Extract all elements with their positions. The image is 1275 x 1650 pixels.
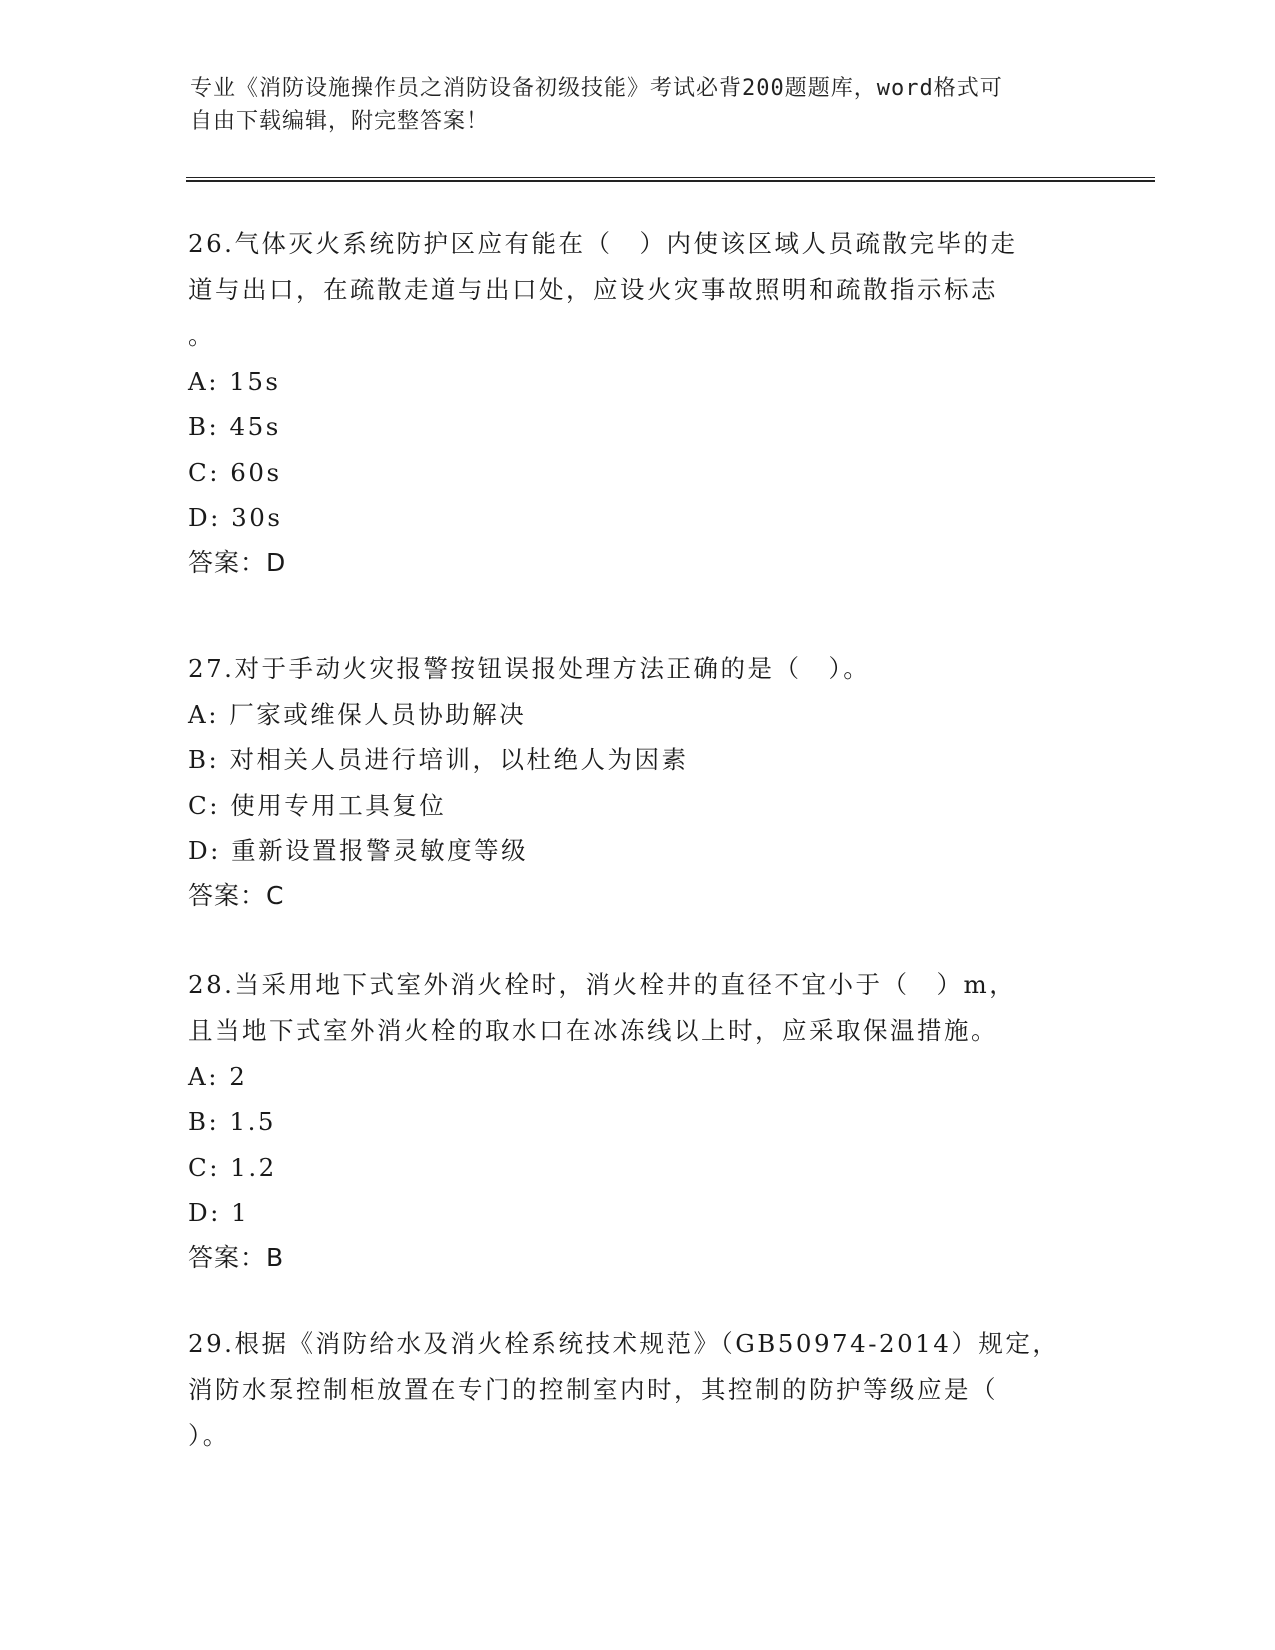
option-b: B: 1.5: [188, 1107, 277, 1137]
question-28: [188, 962, 1088, 1281]
option-c: C: 使用专用工具复位: [188, 790, 447, 820]
option-a: A: 15s: [188, 367, 281, 396]
stem-line: 且当地下式室外消火栓的取水口在冰冻线以上时，应采取保温措施。: [188, 1016, 998, 1045]
answer-label: 答案：: [188, 1243, 267, 1273]
answer-value: B: [266, 1243, 285, 1273]
question-stem: [188, 962, 1088, 1054]
answer-label: 答案：: [188, 548, 267, 578]
question-stem: [188, 1321, 1088, 1459]
answer-value: C: [266, 881, 285, 911]
option-a: A: 2: [188, 1062, 248, 1091]
answer-line: [188, 1235, 1088, 1281]
answer-line: [188, 540, 1088, 586]
page-header: [190, 72, 1070, 138]
stem-line: 28.当采用地下式室外消火栓时，消火栓井的直径不宜小于（ ）m，: [188, 970, 1017, 999]
header-line-2: 自由下载编辑，附完整答案！: [190, 109, 490, 134]
option-c: C: 60s: [188, 457, 282, 487]
option-d: D: 1: [188, 1197, 250, 1227]
option-c: C: 1.2: [188, 1152, 277, 1182]
question-27: [188, 646, 1088, 919]
answer-value: D: [266, 548, 287, 578]
stem-line: 27.对于手动火灾报警按钮误报处理方法正确的是（ ）。: [188, 654, 871, 683]
header-line-1: 专业《消防设施操作员之消防设备初级技能》考试必背200题题库，word格式可: [190, 76, 1003, 101]
stem-line: 29.根据《消防给水及消火栓系统技术规范》（GB50974-2014）规定，: [188, 1329, 1060, 1358]
question-26: [188, 221, 1088, 586]
stem-line: 。: [188, 321, 215, 350]
header-divider: [186, 177, 1155, 182]
question-stem: [188, 221, 1088, 359]
answer-line: [188, 873, 1088, 919]
stem-line: 道与出口，在疏散走道与出口处，应设火灾事故照明和疏散指示标志: [188, 275, 998, 304]
option-b: B: 对相关人员进行培训，以杜绝人为因素: [188, 745, 689, 775]
option-d: D: 30s: [188, 502, 283, 532]
option-a: A: 厂家或维保人员协助解决: [188, 700, 527, 729]
option-b: B: 45s: [188, 412, 281, 442]
question-stem: [188, 646, 1088, 692]
question-29: [188, 1321, 1088, 1459]
stem-line: ）。: [188, 1421, 230, 1450]
option-d: D: 重新设置报警灵敏度等级: [188, 835, 529, 865]
stem-line: 26.气体灭火系统防护区应有能在（ ）内使该区域人员疏散完毕的走: [188, 229, 1018, 258]
answer-label: 答案：: [188, 881, 267, 911]
stem-line: 消防水泵控制柜放置在专门的控制室内时，其控制的防护等级应是（: [188, 1375, 998, 1404]
